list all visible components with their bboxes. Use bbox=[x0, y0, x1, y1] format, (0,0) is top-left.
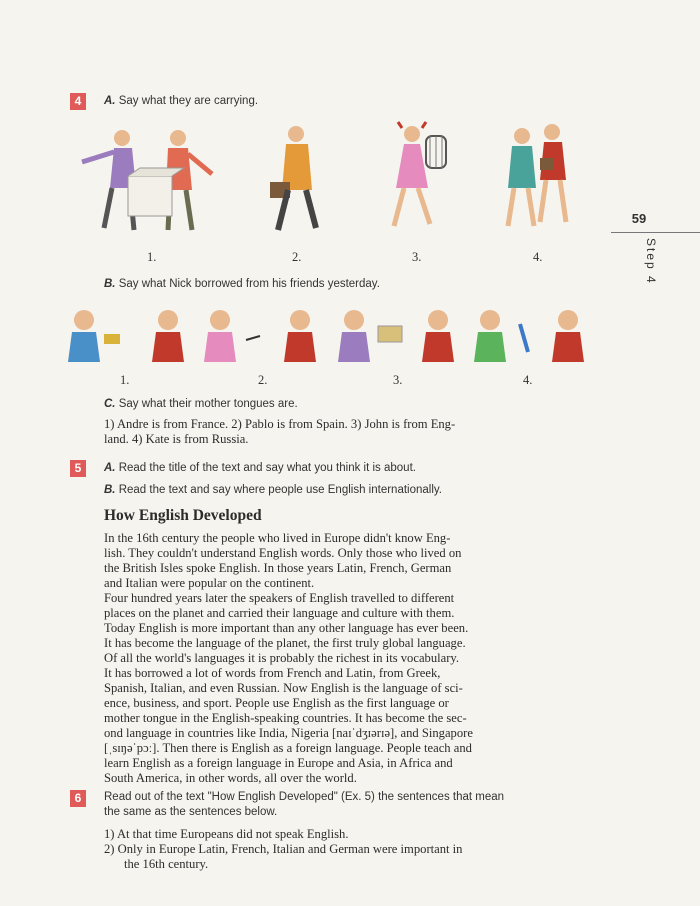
text-line: ond language in countries like India, Nigeria [naɪˈdʒɪərɪə], and Singapore bbox=[104, 726, 473, 740]
exercise-6-item: 2) Only in Europe Latin, French, Italian and German were important in bbox=[104, 842, 463, 856]
text-line: In the 16th century the people who lived in Europe didn't know Eng- bbox=[104, 531, 451, 545]
text-line: lish. They couldn't understand English words. Only those who lived on bbox=[104, 546, 462, 560]
task-letter: B. bbox=[104, 278, 116, 290]
exercise-6-badge: 6 bbox=[70, 790, 86, 807]
figure-a-label-3: 3. bbox=[412, 250, 422, 264]
exercise-5a-task bbox=[104, 462, 416, 474]
task-letter: A. bbox=[104, 462, 116, 474]
figure-a-label-2: 2. bbox=[292, 250, 302, 264]
exercise-4c-task bbox=[104, 398, 298, 410]
exercise-4-badge: 4 bbox=[70, 93, 86, 110]
task-letter: A. bbox=[104, 95, 116, 107]
exercise-6-item: 1) At that time Europeans did not speak English. bbox=[104, 827, 349, 841]
text-line: the British Isles spoke English. In those years Latin, French, German bbox=[104, 561, 452, 575]
text-line: mother tongue in the English-speaking countries. It has become the sec- bbox=[104, 711, 467, 725]
figure-b-label-3: 3. bbox=[393, 373, 403, 387]
exercise-4c-line: land. 4) Kate is from Russia. bbox=[104, 432, 249, 446]
friend-1-gives-book-illustration bbox=[68, 310, 184, 362]
friend-2-gives-pen-illustration bbox=[204, 310, 316, 362]
text-line: Today English is more important than any other language has ever been. bbox=[104, 621, 469, 635]
two-girls-carrying-illustration bbox=[508, 124, 566, 226]
task-text: Say what their mother tongues are. bbox=[118, 398, 298, 410]
text-title: How English Developed bbox=[104, 507, 262, 524]
task-text: Read the text and say where people use English internationally. bbox=[118, 484, 442, 496]
friend-4-gives-ruler-illustration bbox=[474, 310, 584, 362]
exercise-4c-line: 1) Andre is from France. 2) Pablo is from Spain. 3) John is from Eng- bbox=[104, 417, 456, 431]
text-line: South America, in other words, all over the world. bbox=[104, 771, 357, 785]
text-line: It has become the language of the planet, the first truly global language. bbox=[104, 636, 466, 650]
text-line: learn English as a foreign language in Europe and Asia, in Africa and bbox=[104, 756, 453, 770]
figure-a-label-4: 4. bbox=[533, 250, 543, 264]
boys-carrying-box-illustration bbox=[82, 130, 212, 230]
task-text: Say what Nick borrowed from his friends yesterday. bbox=[118, 278, 380, 290]
exercise-5-badge: 5 bbox=[70, 460, 86, 477]
figure-a-label-1: 1. bbox=[147, 250, 157, 264]
step-label: Step 4 bbox=[644, 238, 658, 285]
text-line: Four hundred years later the speakers of English travelled to different bbox=[104, 591, 455, 605]
boy-with-briefcase-illustration bbox=[270, 126, 316, 230]
text-line: places on the planet and carried their language and culture with them. bbox=[104, 606, 455, 620]
text-line: ence, business, and sport. People use English as the first language or bbox=[104, 696, 449, 710]
task-letter: C. bbox=[104, 398, 116, 410]
figure-b-label-1: 1. bbox=[120, 373, 130, 387]
exercise-6-instruction-line: the same as the sentences below. bbox=[104, 806, 278, 818]
task-letter: B. bbox=[104, 484, 116, 496]
illustration-borrowing bbox=[60, 300, 600, 366]
task-text: Read the title of the text and say what you think it is about. bbox=[118, 462, 416, 474]
figure-b-label-2: 2. bbox=[258, 373, 268, 387]
figure-b-label-4: 4. bbox=[523, 373, 533, 387]
text-line: [ˌsɪŋəˈpɔː]. Then there is English as a foreign language. People teach and bbox=[104, 741, 472, 755]
girl-with-birdcage-illustration bbox=[394, 122, 446, 226]
exercise-5b-task bbox=[104, 484, 442, 496]
page-number: 59 bbox=[631, 211, 647, 226]
exercise-6-item: the 16th century. bbox=[124, 857, 209, 871]
text-line: It has borrowed a lot of words from French and Latin, from Greek, bbox=[104, 666, 441, 680]
friend-3-gives-map-illustration bbox=[338, 310, 454, 362]
exercise-4b-task bbox=[104, 278, 380, 290]
page-number-rule bbox=[611, 232, 700, 233]
text-line: Of all the world's languages it is probably the richest in its vocabulary. bbox=[104, 651, 460, 665]
task-text: Say what they are carrying. bbox=[118, 95, 259, 107]
exercise-6-instruction-line: Read out of the text "How English Developed" (Ex. 5) the sentences that mean bbox=[104, 791, 505, 803]
exercise-4a-task bbox=[104, 95, 258, 107]
text-line: Spanish, Italian, and even Russian. Now English is the language of sci- bbox=[104, 681, 463, 695]
text-line: and Italian were popular on the continent. bbox=[104, 576, 315, 590]
illustration-carrying bbox=[60, 118, 600, 248]
